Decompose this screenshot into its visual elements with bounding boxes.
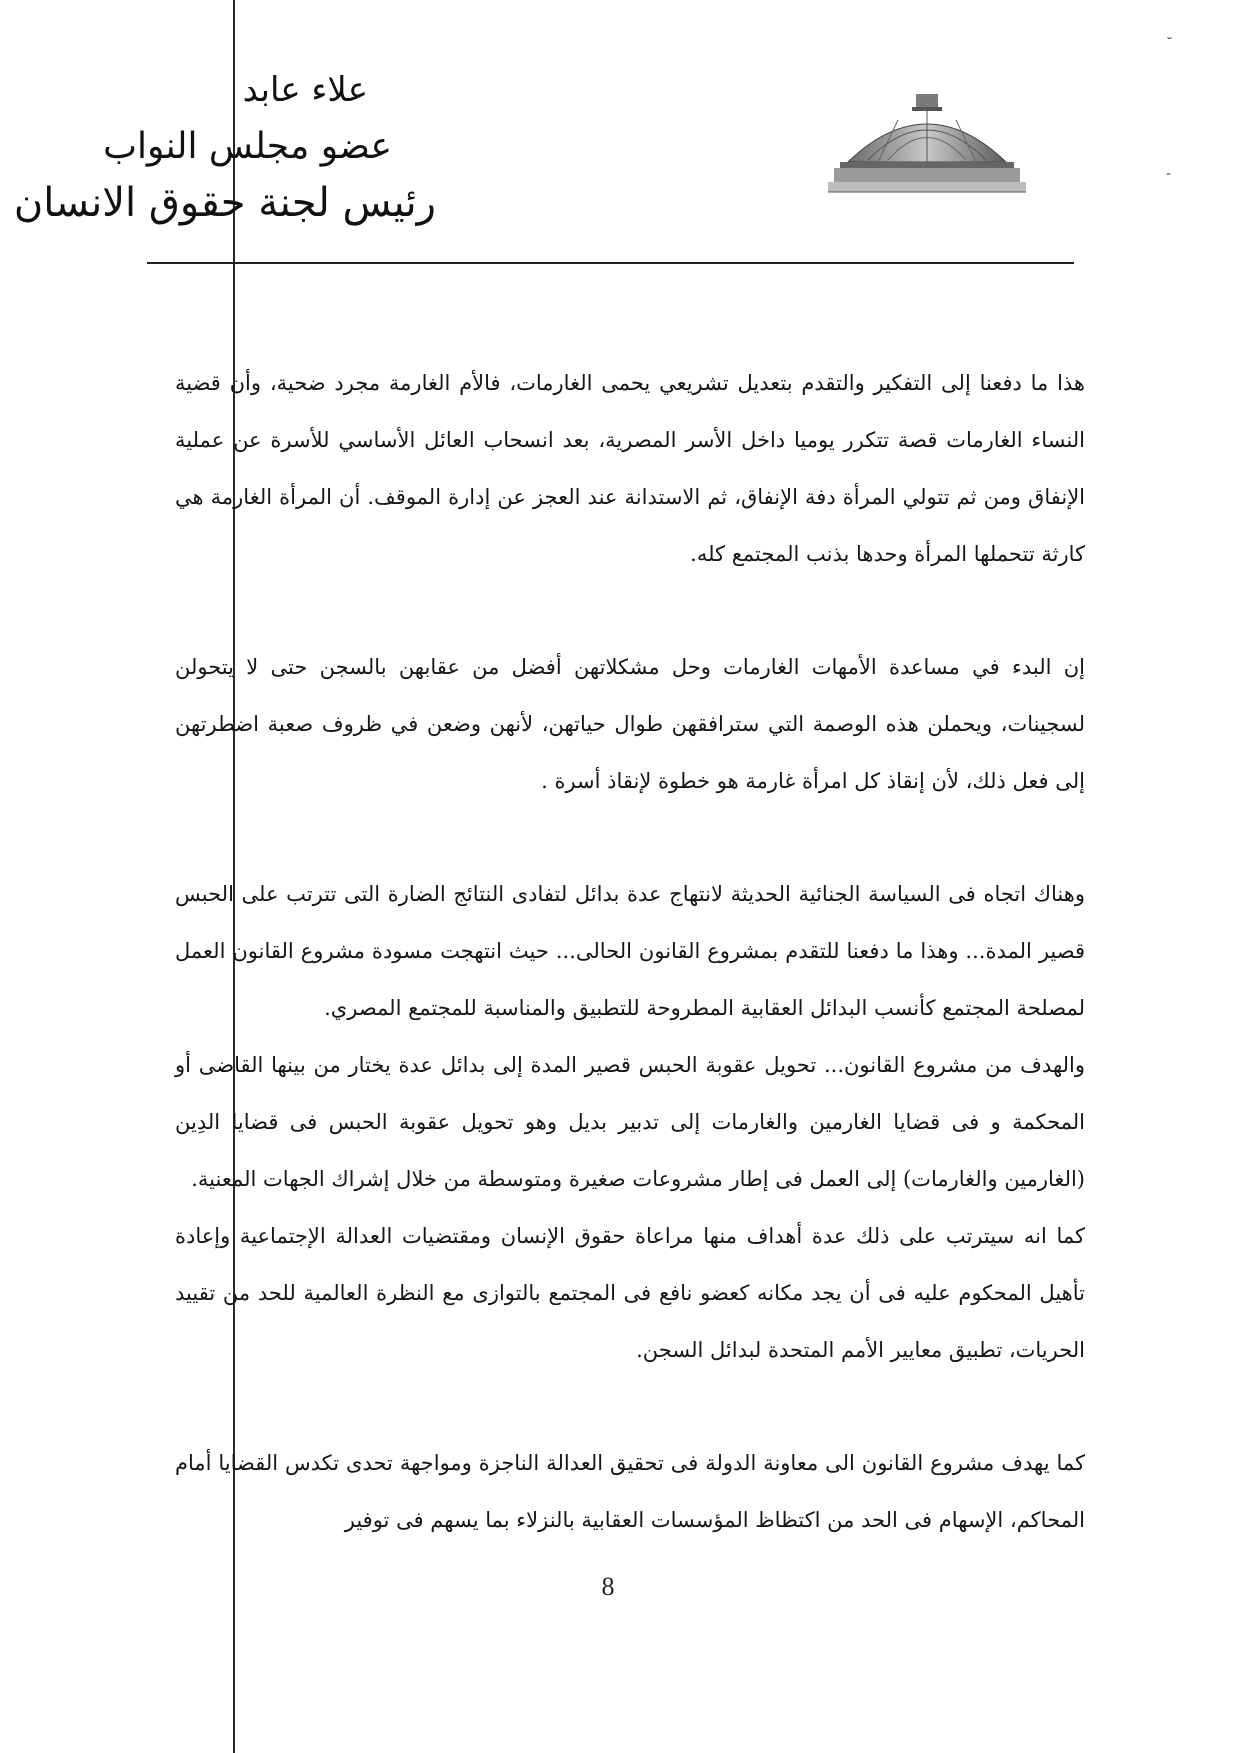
paragraph: هذا ما دفعنا إلى التفكير والتقدم بتعديل تشريعي يحمى الغارمات، فالأم الغارمة مجرد ضحية، وأن قضية النساء الغارمات قصة تتكرر يوميا داخل الأسر المصرية، بعد انسحاب العائل الأساسي للأسرة عن عملية الإنفاق ومن ثم تتولي المرأة دفة الإنفاق، ثم الاستدانة عند العجز عن إدارة الموقف. أن المرأة الغارمة هي كارثة تتحملها المرأة وحدها بذنب المجتمع كله. <box>175 371 1085 566</box>
paragraph: وهناك اتجاه فى السياسة الجنائية الحديثة لانتهاج عدة بدائل لتفادى النتائج الضارة التى تترتب على الحبس قصير المدة... وهذا ما دفعنا للتقدم بمشروع القانون الحالى... حيث انتهجت مسودة مشروع القانون العمل لمصلحة المجتمع كأنسب البدائل العقابية المطروحة للتطبيق والمناسبة للمجتمع المصري. <box>175 882 1085 1020</box>
header-name: علاء عابد <box>242 70 368 110</box>
header-role: رئيس لجنة حقوق الانسان <box>13 180 436 226</box>
document-body <box>175 355 1085 1549</box>
paragraph: كما انه سيترتب على ذلك عدة أهداف منها مراعاة حقوق الإنسان ومقتضيات العدالة الإجتماعية وإعادة تأهيل المحكوم عليه فى أن يجد مكانه كعضو نافع فى المجتمع بالتوازى مع النظرة العالمية للحد من تقييد الحريات، تطبيق معايير الأمم المتحدة لبدائل السجن. <box>175 1224 1085 1362</box>
scan-mark: - <box>1166 166 1172 182</box>
header-divider <box>147 262 1074 264</box>
paragraph: والهدف من مشروع القانون... تحويل عقوبة الحبس قصير المدة إلى بدائل عدة يختار من بينها القاضى أو المحكمة و فى قضايا الغارمين والغارمات إلى تدبير بديل وهو تحويل عقوبة الحبس فى قضايا الدِين (الغارمين والغارمات) إلى العمل فى إطار مشروعات صغيرة ومتوسطة من خلال إشراك الجهات المعنية. <box>175 1053 1085 1191</box>
header-title: عضو مجلس النواب <box>103 126 392 167</box>
page-number: 8 <box>601 1572 615 1601</box>
paragraph: كما يهدف مشروع القانون الى معاونة الدولة فى تحقيق العدالة الناجزة ومواجهة تحدى تكدس القضايا أمام المحاكم، الإسهام فى الحد من اكتظاظ المؤسسات العقابية بالنزلاء بما يسهم فى توفير <box>175 1451 1085 1532</box>
scan-mark: ˘ <box>1166 36 1173 52</box>
parliament-dome-icon <box>828 90 1026 200</box>
paragraph: إن البدء في مساعدة الأمهات الغارمات وحل مشكلاتهن أفضل من عقابهن بالسجن حتى لا يتحولن لسجينات، ويحملن هذه الوصمة التي سترافقهن طوال حياتهن، لأنهن وضعن في ظروف صعبة اضطرتهن إلى فعل ذلك، لأن إنقاذ كل امرأة غارمة هو خطوة لإنقاذ أسرة . <box>175 655 1085 793</box>
